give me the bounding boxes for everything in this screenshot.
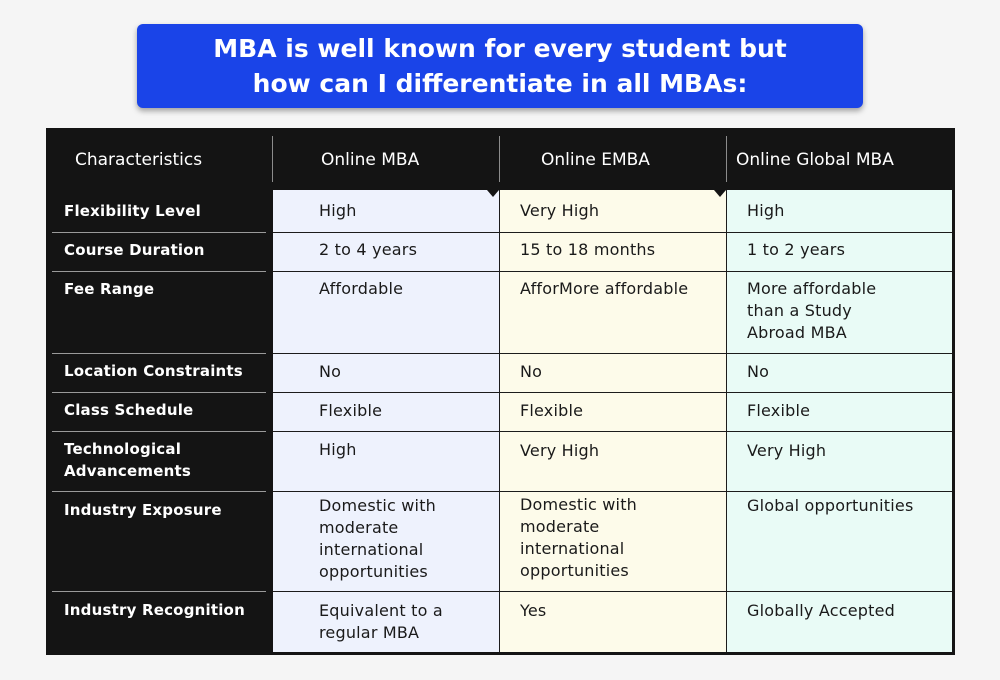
row-label: Flexibility Level <box>64 202 201 220</box>
row-divider <box>273 392 952 393</box>
cell-online-emba: 15 to 18 months <box>520 240 656 259</box>
row-divider <box>273 271 952 272</box>
cell-online-mba: Affordable <box>319 279 404 298</box>
page-title <box>137 24 863 108</box>
column-divider <box>499 190 500 652</box>
row-divider <box>52 491 266 492</box>
title-line-1: MBA is well known for every student but <box>213 34 787 63</box>
row-divider <box>273 431 952 432</box>
column-notch <box>487 190 499 197</box>
cell-online-emba: Domestic with moderate international opportunities <box>520 495 638 580</box>
row-label: Fee Range <box>64 280 155 298</box>
cell-online-mba: 2 to 4 years <box>319 240 418 259</box>
cell-online-global-mba: Global opportunities <box>747 496 914 515</box>
row-label: Industry Recognition <box>64 601 245 619</box>
cell-online-emba: No <box>520 362 543 381</box>
cell-online-emba: Very High <box>520 441 600 460</box>
row-divider <box>52 353 266 354</box>
column-notch <box>714 190 726 197</box>
cell-online-mba: High <box>319 440 357 459</box>
row-label: Technological Advancements <box>64 440 191 480</box>
row-divider <box>52 392 266 393</box>
cell-online-global-mba: 1 to 2 years <box>747 240 846 259</box>
row-label: Industry Exposure <box>64 501 222 519</box>
header-divider <box>272 136 273 182</box>
cell-online-mba: No <box>319 362 342 381</box>
row-label: Course Duration <box>64 241 205 259</box>
cell-online-global-mba: Very High <box>747 441 827 460</box>
cell-online-mba: Equivalent to a regular MBA <box>319 601 443 642</box>
row-divider <box>52 232 266 233</box>
row-label: Location Constraints <box>64 362 243 380</box>
row-divider <box>52 591 266 592</box>
row-label: Class Schedule <box>64 401 194 419</box>
column-divider <box>726 190 727 652</box>
header-online-mba: Online MBA <box>321 150 420 170</box>
row-divider <box>273 491 952 492</box>
cell-online-emba: Yes <box>520 601 547 620</box>
header-online-global-mba: Online Global MBA <box>736 150 894 170</box>
header-divider <box>499 136 500 182</box>
row-divider <box>273 353 952 354</box>
comparison-table <box>46 128 955 655</box>
header-characteristics: Characteristics <box>75 150 203 170</box>
cell-online-mba: Flexible <box>319 401 383 420</box>
row-divider <box>273 591 952 592</box>
cell-online-global-mba: Flexible <box>747 401 811 420</box>
cell-online-global-mba: Globally Accepted <box>747 601 895 620</box>
row-divider <box>52 431 266 432</box>
cell-online-global-mba: No <box>747 362 770 381</box>
cell-online-mba: High <box>319 201 357 220</box>
header-online-emba: Online EMBA <box>541 150 650 170</box>
cell-online-emba: AfforMore affordable <box>520 279 689 298</box>
row-divider <box>52 271 266 272</box>
header-divider <box>726 136 727 182</box>
row-divider <box>273 232 952 233</box>
cell-online-global-mba: More affordable than a Study Abroad MBA <box>747 279 877 342</box>
cell-online-mba: Domestic with moderate international opportunities <box>319 496 437 581</box>
cell-online-emba: Very High <box>520 201 600 220</box>
cell-online-emba: Flexible <box>520 401 584 420</box>
title-line-2: how can I differentiate in all MBAs: <box>252 69 748 98</box>
cell-online-global-mba: High <box>747 201 785 220</box>
